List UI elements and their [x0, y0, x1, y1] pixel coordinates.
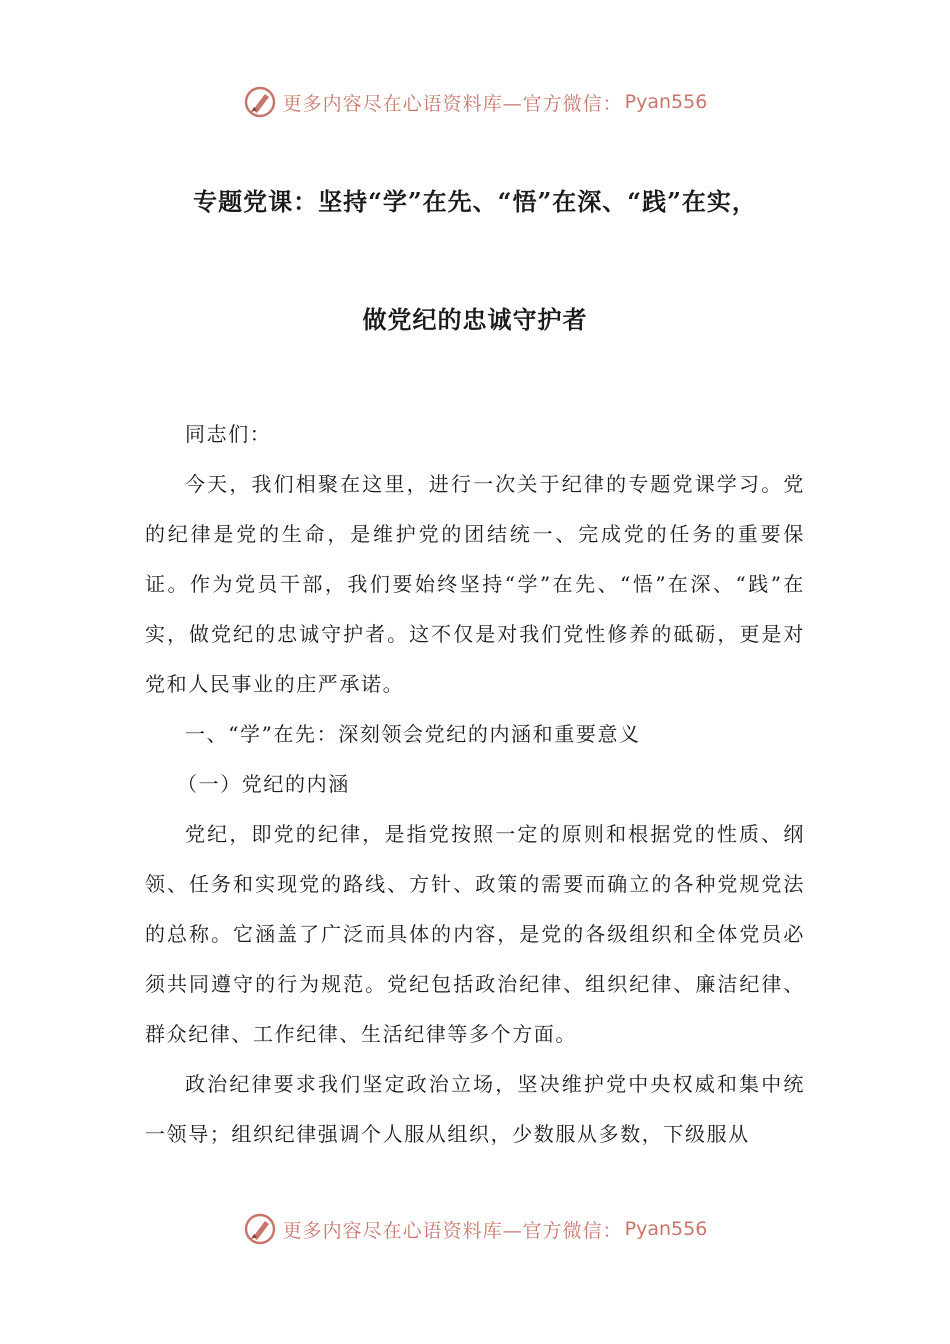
pen-logo-icon — [243, 85, 277, 119]
document-title-line-1: 专题党课：坚持“学”在先、“悟”在深、“践”在实， — [193, 187, 757, 216]
document-title-line-2: 做党纪的忠诚守护者 — [362, 305, 588, 334]
paragraph-political-discipline: 政治纪律要求我们坚定政治立场，坚决维护党中央权威和集中统一领导；组织纪律强调个人服从组织，少数服从多数，下级服从 — [145, 1072, 805, 1146]
watermark-banner-top — [0, 82, 950, 122]
document-body — [145, 409, 805, 1159]
watermark-banner-bottom — [0, 1209, 950, 1249]
watermark-text: 更多内容尽在心语资料库—官方微信： — [282, 1219, 623, 1242]
watermark-text: 更多内容尽在心语资料库—官方微信： — [282, 92, 623, 115]
pen-logo-icon — [243, 1212, 277, 1246]
watermark-wechat-id: Pyan556 — [624, 91, 708, 113]
subsection-heading-1: （一）党纪的内涵 — [177, 772, 350, 796]
watermark-wechat-id: Pyan556 — [624, 1218, 708, 1240]
section-heading-1: 一、“学”在先：深刻领会党纪的内涵和重要意义 — [185, 722, 641, 746]
salutation: 同志们： — [185, 422, 272, 446]
paragraph-intro: 今天，我们相聚在这里，进行一次关于纪律的专题党课学习。党的纪律是党的生命，是维护党的团结统一、完成党的任务的重要保证。作为党员干部，我们要始终坚持“学”在先、“悟”在深、“践”在实，做党纪的忠诚守护者。这不仅是对我们党性修养的砥砺，更是对党和人民事业的庄严承诺。 — [145, 472, 805, 696]
paragraph-definition: 党纪，即党的纪律，是指党按照一定的原则和根据党的性质、纲领、任务和实现党的路线、方针、政策的需要而确立的各种党规党法的总称。它涵盖了广泛而具体的内容，是党的各级组织和全体党员必须共同遵守的行为规范。党纪包括政治纪律、组织纪律、廉洁纪律、群众纪律、工作纪律、生活纪律等多个方面。 — [145, 822, 805, 1046]
